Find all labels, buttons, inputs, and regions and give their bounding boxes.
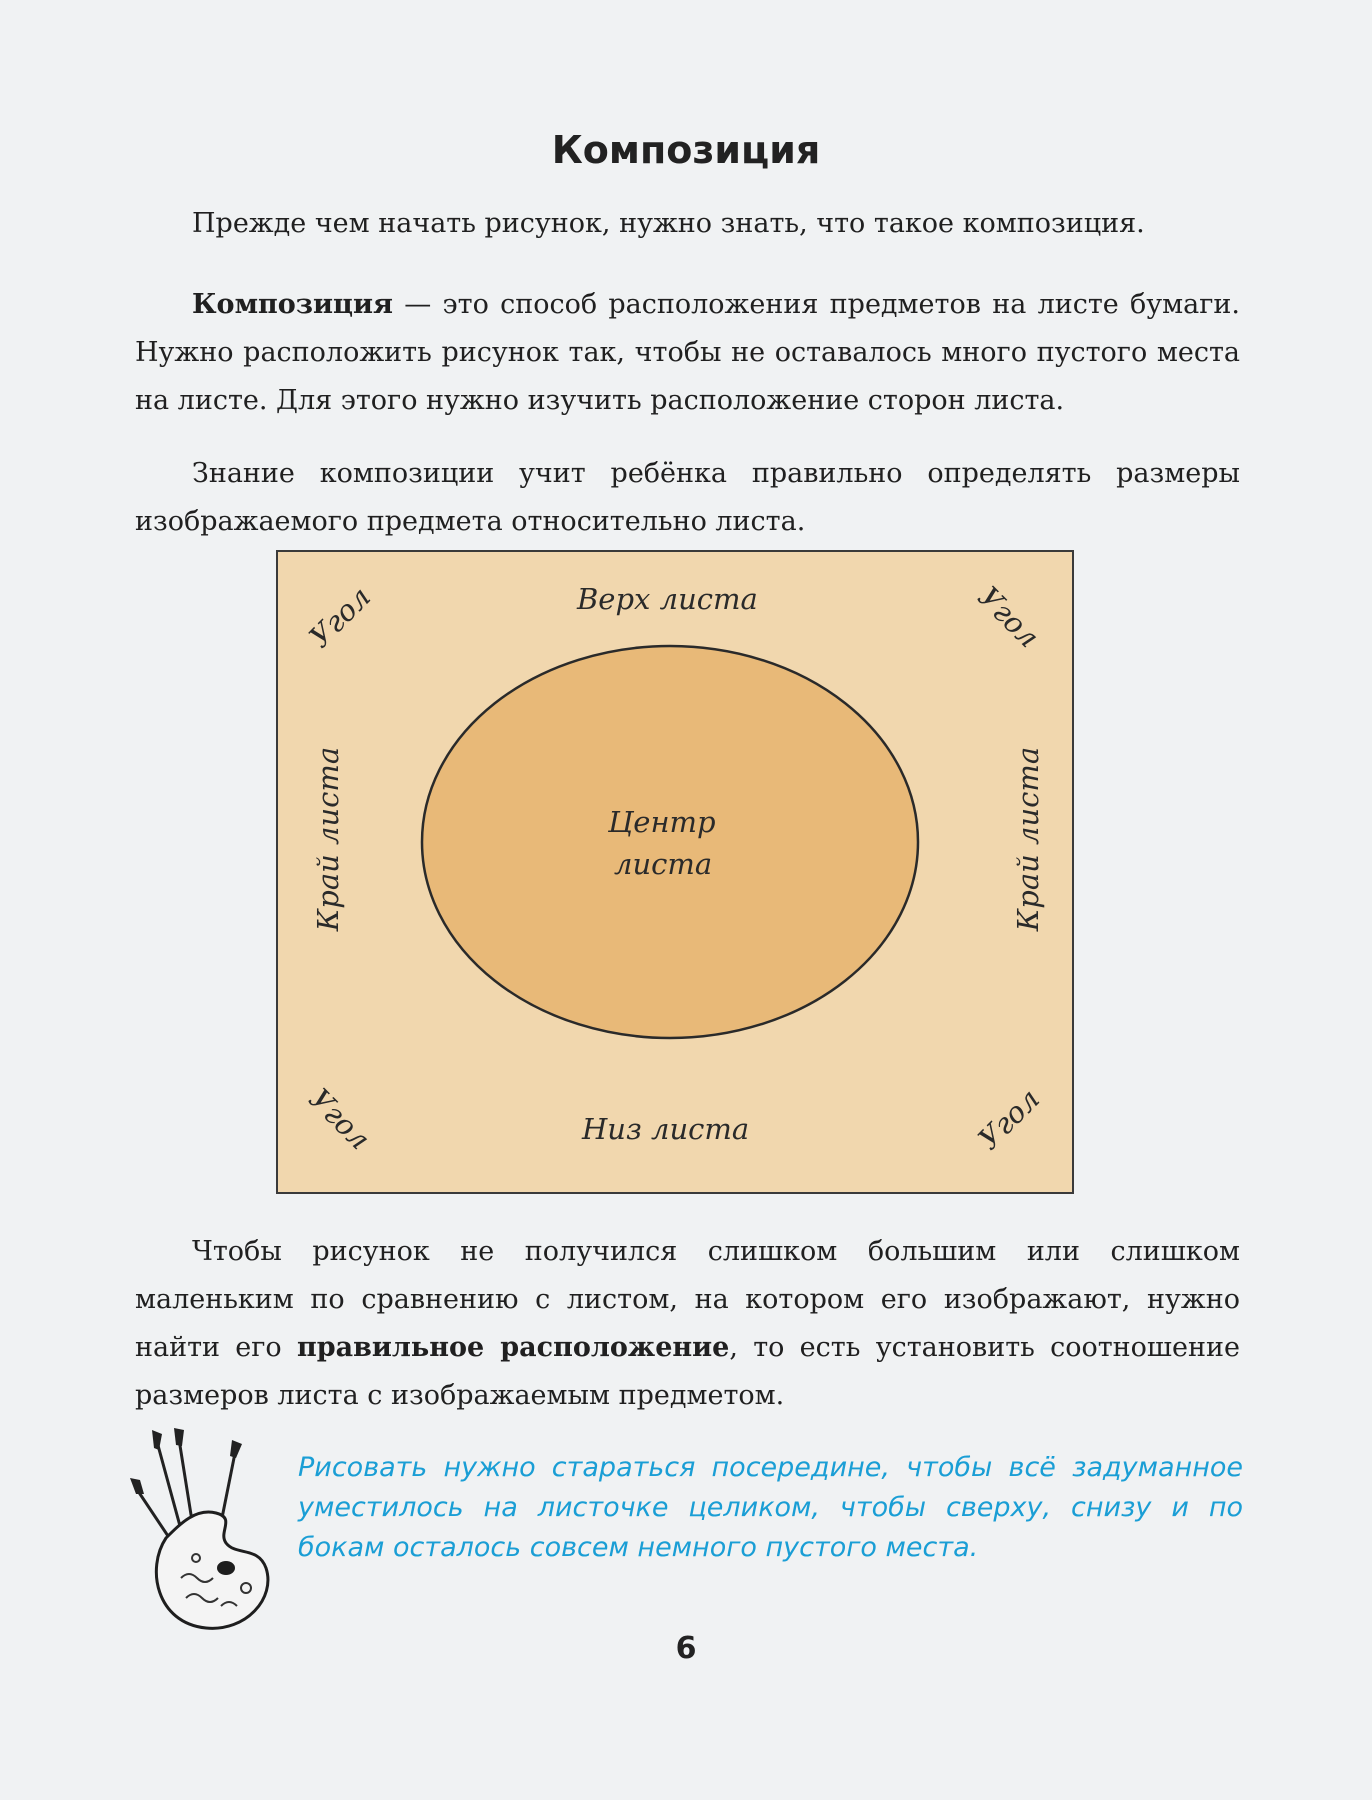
paragraph-placement bbox=[135, 1228, 1240, 1420]
paragraph-definition bbox=[135, 281, 1240, 425]
label-left: Край листа bbox=[311, 746, 346, 932]
tip-text: Рисовать нужно стараться посередине, чтобы всё задуманное уместилось на листочке целиком, чтобы сверху, снизу и по бокам осталось совсем немного пустого места. bbox=[298, 1452, 1243, 1563]
sheet-diagram bbox=[276, 550, 1074, 1194]
label-center-2: листа bbox=[614, 847, 713, 881]
paragraph-intro: Прежде чем начать рисунок, нужно знать, что такое композиция. bbox=[192, 208, 1145, 239]
label-corner-br: Угол bbox=[971, 1081, 1047, 1157]
label-corner-tl: Угол bbox=[302, 579, 378, 655]
definition-text: — это способ расположения предметов на листе бумаги. Нужно расположить рисунок так, чтобы не оставалось много пустого места на листе. Для этого нужно изучить расположение сторон листа. bbox=[135, 289, 1240, 416]
label-top: Верх листа bbox=[577, 582, 758, 616]
page-number: 6 bbox=[675, 1631, 697, 1666]
label-corner-bl: Угол bbox=[302, 1081, 378, 1157]
label-corner-tr: Угол bbox=[971, 579, 1047, 655]
label-center-1: Центр bbox=[608, 805, 716, 839]
term-placement: правильное расположение bbox=[296, 1332, 730, 1363]
palette-brushes-icon bbox=[126, 1428, 286, 1642]
placement-text-1: Чтобы рисунок не получился слишком большим или слишком маленьким по сравнению с листом, на котором его изображают, нужно найти его bbox=[135, 1236, 1240, 1363]
center-oval bbox=[422, 646, 918, 1038]
placement-text-2: , то есть установить соотношение размеров листа с изображаемым предметом. bbox=[135, 1332, 1240, 1411]
term-composition: Композиция bbox=[192, 289, 393, 320]
page-title: Композиция bbox=[551, 128, 821, 172]
label-bottom: Низ листа bbox=[582, 1112, 750, 1146]
paragraph-knowledge: Знание композиции учит ребёнка правильно определять размеры изображаемого предмета относительно листа. bbox=[135, 458, 1240, 537]
label-right: Край листа bbox=[1011, 746, 1046, 932]
